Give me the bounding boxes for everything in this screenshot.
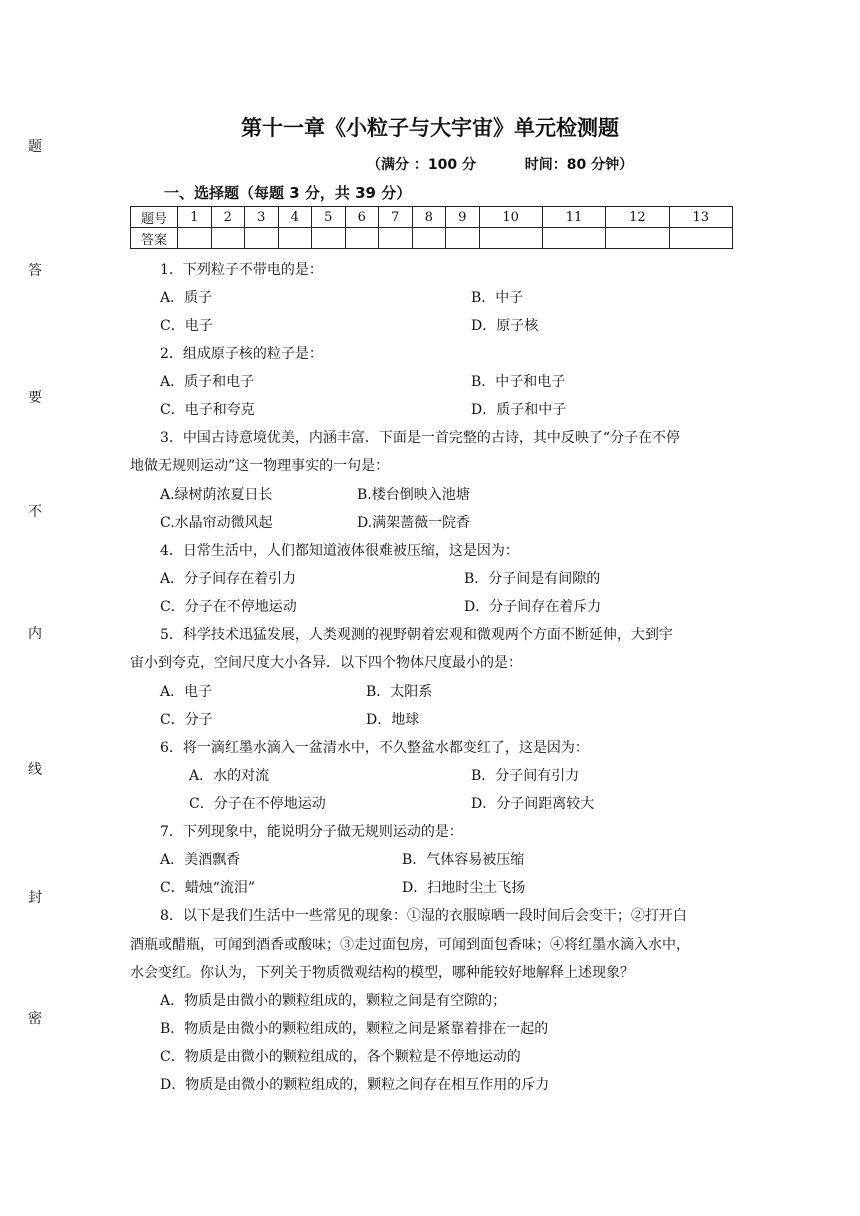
option-b: B．分子间是有间隙的 bbox=[464, 571, 601, 587]
option-c: C．分子在不停地运动 bbox=[160, 599, 297, 615]
option-d: D．分子间距离较大 bbox=[471, 796, 595, 812]
question-stem-cont: 酒瓶或醋瓶，可闻到酒香或酸味；③走过面包房，可闻到面包香味；④将红墨水滴入水中， bbox=[130, 937, 690, 953]
answer-cell[interactable] bbox=[542, 228, 605, 249]
question-stem: 1．下列粒子不带电的是： bbox=[160, 262, 323, 278]
answer-cell[interactable] bbox=[312, 228, 346, 249]
option-d: D．扫地时尘土飞扬 bbox=[402, 880, 526, 896]
option-b: B．分子间有引力 bbox=[471, 768, 580, 784]
answer-cell[interactable] bbox=[479, 228, 542, 249]
option-a: A．水的对流 bbox=[189, 768, 270, 784]
question-stem: 2．组成原子核的粒子是： bbox=[160, 346, 323, 362]
option-c: C．分子在不停地运动 bbox=[189, 796, 326, 812]
answer-cell[interactable] bbox=[345, 228, 379, 249]
question-number-cell: 4 bbox=[278, 207, 312, 228]
option-a: A．美酒飘香 bbox=[160, 852, 241, 868]
section-heading: 一、选择题（每题 3 分，共 39 分） bbox=[164, 184, 412, 202]
option-b: B．太阳系 bbox=[366, 684, 433, 700]
answer-cell[interactable] bbox=[606, 228, 669, 249]
answer-cell[interactable] bbox=[178, 228, 212, 249]
option-d: D．物质是由微小的颗粒组成的，颗粒之间存在相互作用的斥力 bbox=[160, 1077, 550, 1093]
answer-cell[interactable] bbox=[278, 228, 312, 249]
question-stem-cont: 地做无规则运动”这一物理事实的一句是： bbox=[130, 458, 390, 474]
margin-char: 不 bbox=[28, 504, 42, 520]
option-c: C．分子 bbox=[160, 712, 213, 728]
option-d: D．质子和中子 bbox=[471, 402, 567, 418]
option-d: D．地球 bbox=[366, 712, 420, 728]
question-stem: 6．将一滴红墨水滴入一盆清水中，不久整盆水都变红了，这是因为： bbox=[160, 740, 589, 756]
question-number-cell: 9 bbox=[446, 207, 480, 228]
answer-cell[interactable] bbox=[446, 228, 480, 249]
question-number-cell: 8 bbox=[412, 207, 446, 228]
option-d: D．分子间存在着斥力 bbox=[464, 599, 602, 615]
question-number-cell: 10 bbox=[479, 207, 542, 228]
page-title: 第十一章《小粒子与大宇宙》单元检测题 bbox=[241, 116, 619, 140]
margin-char: 密 bbox=[28, 1011, 42, 1027]
option-c: C．电子 bbox=[160, 318, 213, 334]
answer-cell[interactable] bbox=[245, 228, 279, 249]
option-c: C．物质是由微小的颗粒组成的，各个颗粒是不停地运动的 bbox=[160, 1049, 521, 1065]
question-stem-cont: 宙小到夸克，空间尺度大小各异．以下四个物体尺度最小的是： bbox=[130, 655, 522, 671]
answer-cell[interactable] bbox=[379, 228, 413, 249]
question-number-cell: 6 bbox=[345, 207, 379, 228]
question-number-cell: 7 bbox=[379, 207, 413, 228]
question-number-cell: 13 bbox=[669, 207, 732, 228]
question-stem: 5．科学技术迅猛发展，人类观测的视野朝着宏观和微观两个方面不断延伸，大到宇 bbox=[160, 627, 673, 643]
option-c: C.水晶帘动微风起 bbox=[160, 515, 273, 531]
exam-meta: （满分 ：100 分 时间：80 分钟） bbox=[367, 157, 634, 173]
answer-cell[interactable] bbox=[669, 228, 732, 249]
question-number-cell: 5 bbox=[312, 207, 346, 228]
option-b: B．中子 bbox=[471, 290, 524, 306]
option-b: B．中子和电子 bbox=[471, 374, 566, 390]
question-stem: 7．下列现象中，能说明分子做无规则运动的是： bbox=[160, 824, 463, 840]
question-number-cell: 1 bbox=[178, 207, 212, 228]
question-number-cell: 3 bbox=[245, 207, 279, 228]
option-d: D．原子核 bbox=[471, 318, 539, 334]
option-b: B．物质是由微小的颗粒组成的，颗粒之间是紧靠着排在一起的 bbox=[160, 1021, 549, 1037]
row-header-answer: 答案 bbox=[131, 228, 178, 249]
question-stem: 8．以下是我们生活中一些常见的现象：①湿的衣服晾晒一段时间后会变干；②打开白 bbox=[160, 908, 687, 924]
option-a: A．质子和电子 bbox=[160, 374, 255, 390]
option-b: B.楼台倒映入池塘 bbox=[357, 487, 470, 503]
option-a: A．质子 bbox=[160, 290, 213, 306]
option-c: C．电子和夸克 bbox=[160, 402, 255, 418]
option-c: C．蜡烛“流泪” bbox=[160, 880, 256, 896]
question-number-cell: 11 bbox=[542, 207, 605, 228]
margin-char: 题 bbox=[28, 139, 42, 155]
question-number-cell: 12 bbox=[606, 207, 669, 228]
answer-cell[interactable] bbox=[211, 228, 245, 249]
question-stem: 3．中国古诗意境优美，内涵丰富．下面是一首完整的古诗，其中反映了“分子在不停 bbox=[160, 430, 681, 446]
margin-char: 内 bbox=[28, 626, 42, 642]
answer-table-number-row bbox=[131, 207, 733, 228]
option-a: A．电子 bbox=[160, 684, 213, 700]
margin-char: 封 bbox=[28, 890, 42, 906]
margin-char: 要 bbox=[28, 390, 42, 406]
option-a: A．分子间存在着引力 bbox=[160, 571, 297, 587]
margin-char: 线 bbox=[28, 762, 42, 778]
answer-cell[interactable] bbox=[412, 228, 446, 249]
answer-table bbox=[130, 206, 733, 249]
option-a: A．物质是由微小的颗粒组成的，颗粒之间是有空隙的； bbox=[160, 993, 507, 1009]
question-stem-cont: 水会变红。你认为，下列关于物质微观结构的模型，哪种能较好地解释上述现象？ bbox=[130, 965, 634, 981]
row-header-number: 题号 bbox=[131, 207, 178, 228]
option-d: D.满架蔷薇一院香 bbox=[357, 515, 471, 531]
option-b: B．气体容易被压缩 bbox=[402, 852, 525, 868]
question-stem: 4．日常生活中，人们都知道液体很难被压缩，这是因为： bbox=[160, 543, 519, 559]
question-number-cell: 2 bbox=[211, 207, 245, 228]
margin-char: 答 bbox=[28, 263, 42, 279]
answer-table-answer-row bbox=[131, 228, 733, 249]
option-a: A.绿树荫浓夏日长 bbox=[160, 487, 273, 503]
